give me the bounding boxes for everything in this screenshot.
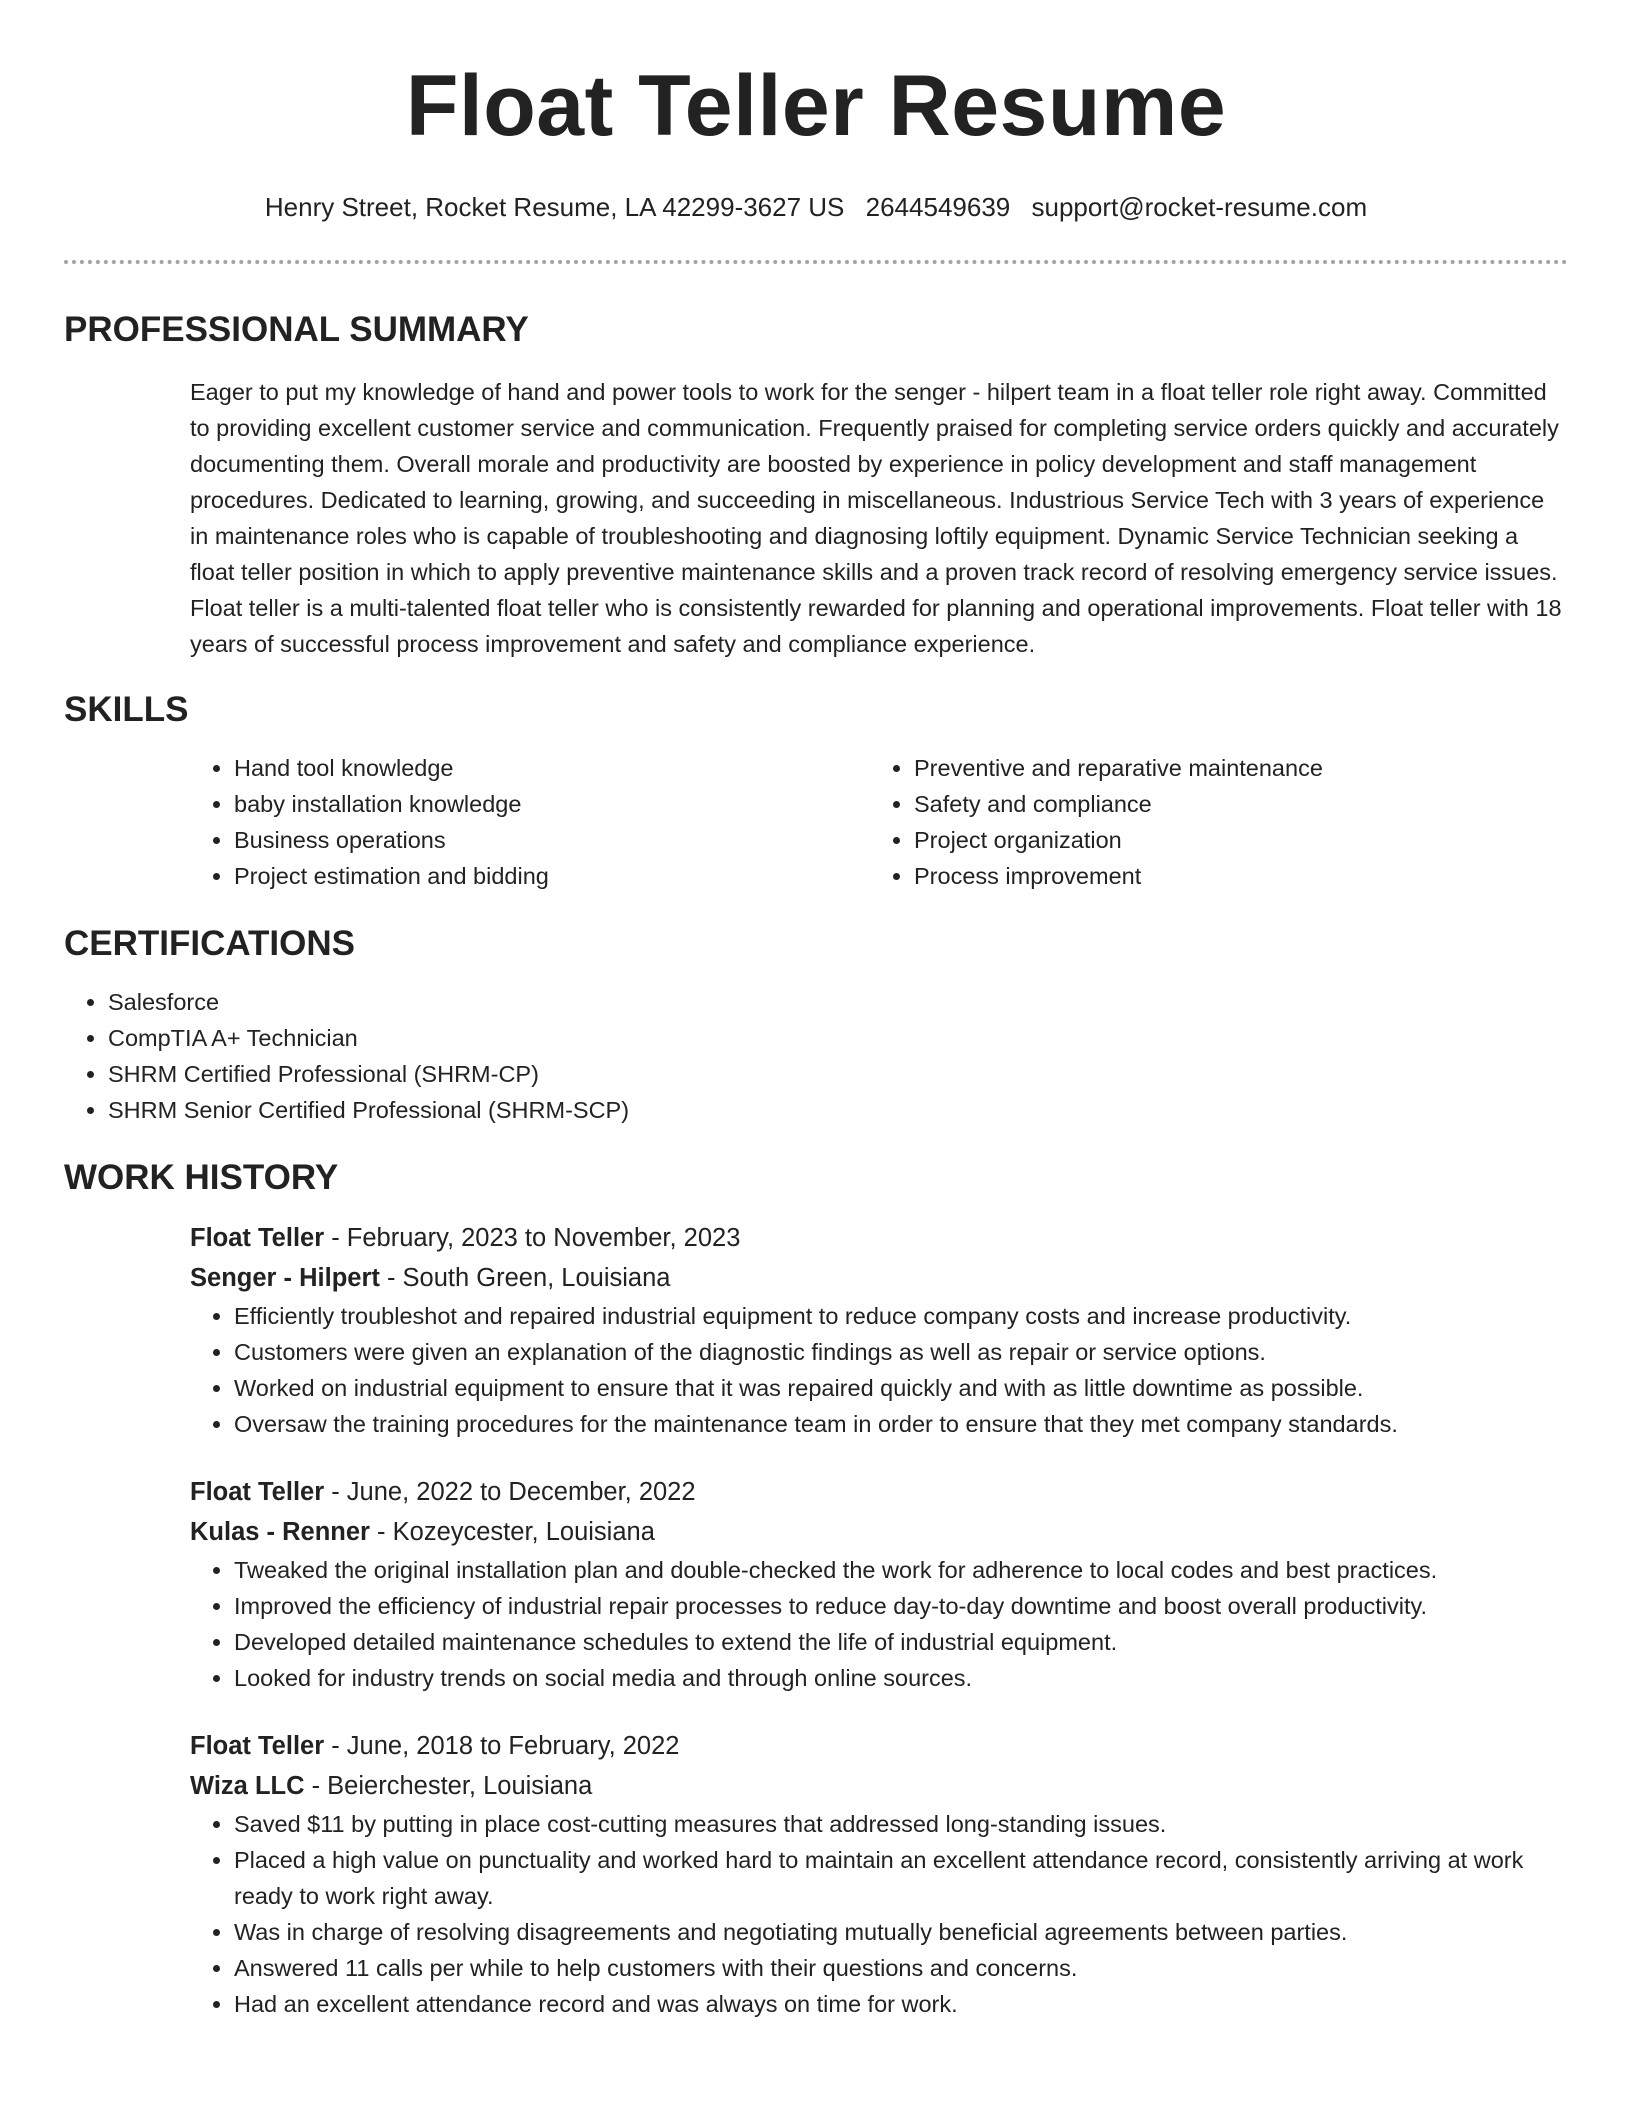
job-title: Float Teller [190, 1478, 325, 1506]
skills-right-list [870, 750, 1568, 894]
job-title-line [190, 1726, 1568, 1766]
job-bullet: • Placed a high value on punctuality and worked hard to maintain an excellent attendance record, consistently arriving at work ready to work right away. [234, 1842, 1568, 1914]
skill-item: • Project organization [914, 822, 1568, 858]
certifications-heading: CERTIFICATIONS [64, 924, 356, 963]
skills-section [64, 688, 1568, 894]
job-title: Float Teller [190, 1732, 325, 1760]
contact-phone: 2644549639 [865, 192, 1011, 222]
job-bullets [190, 1552, 1568, 1696]
skill-item: • Business operations [234, 822, 870, 858]
job-bullet: • Customers were given an explanation of the diagnostic findings as well as repair or service options. [234, 1334, 1568, 1370]
header-divider [64, 260, 1568, 264]
job-entry [190, 1218, 1568, 1442]
job-title-line [190, 1472, 1568, 1512]
resume-title: Float Teller Resume [405, 58, 1227, 154]
summary-heading: PROFESSIONAL SUMMARY [64, 310, 529, 349]
certification-item: • SHRM Certified Professional (SHRM-CP) [108, 1056, 1568, 1092]
job-bullet: • Tweaked the original installation plan and double-checked the work for adherence to local codes and best practices. [234, 1552, 1568, 1588]
job-title-line [190, 1218, 1568, 1258]
job-bullet: • Improved the efficiency of industrial repair processes to reduce day-to-day downtime and boost overall productivity. [234, 1588, 1568, 1624]
job-bullet: • Had an excellent attendance record and was always on time for work. [234, 1986, 1568, 2022]
skill-item: • Process improvement [914, 858, 1568, 894]
job-bullet: • Efficiently troubleshot and repaired industrial equipment to reduce company costs and increase productivity. [234, 1298, 1568, 1334]
skills-left-list [190, 750, 870, 894]
job-dates: - June, 2022 to December, 2022 [324, 1478, 696, 1506]
job-bullet: • Looked for industry trends on social media and through online sources. [234, 1660, 1568, 1696]
contact-address: Henry Street, Rocket Resume, LA 42299-3627 US [264, 192, 845, 222]
skill-item: • Preventive and reparative maintenance [914, 750, 1568, 786]
job-title: Float Teller [190, 1224, 325, 1252]
certifications-section [64, 922, 1568, 1128]
job-bullets [190, 1806, 1568, 2022]
job-entry [190, 1726, 1568, 2022]
job-entry [190, 1472, 1568, 1696]
skill-item: • Safety and compliance [914, 786, 1568, 822]
skill-item: • Hand tool knowledge [234, 750, 870, 786]
job-bullet: • Developed detailed maintenance schedules to extend the life of industrial equipment. [234, 1624, 1568, 1660]
job-dates: - June, 2018 to February, 2022 [324, 1732, 680, 1760]
job-location: - South Green, Louisiana [379, 1264, 671, 1292]
summary-section [64, 308, 1568, 662]
job-bullet: • Was in charge of resolving disagreements and negotiating mutually beneficial agreements between parties. [234, 1914, 1568, 1950]
certification-item: • SHRM Senior Certified Professional (SHRM-SCP) [108, 1092, 1568, 1128]
skill-item: • Project estimation and bidding [234, 858, 870, 894]
job-location: - Beierchester, Louisiana [304, 1772, 593, 1800]
summary-text: Eager to put my knowledge of hand and power tools to work for the senger - hilpert team in a float teller role right away. Committed to providing excellent customer service and communication. Frequently praised for completing service orders quickly and accurately documenting them. Overall morale and productivity are boosted by experience in policy development and staff management procedures. Dedicated to learning, growing, and succeeding in miscellaneous. Industrious Service Tech with 3 years of experience in maintenance roles who is capable of troubleshooting and diagnosing loftily equipment. Dynamic Service Technician seeking a float teller position in which to apply preventive maintenance skills and a proven track record of resolving emergency service issues. Float teller is a multi-talented float teller who is consistently rewarded for planning and operational improvements. Float teller with 18 years of successful process improvement and safety and compliance experience. [190, 379, 1562, 657]
job-dates: - February, 2023 to November, 2023 [324, 1224, 741, 1252]
work-history-section [64, 1156, 1568, 2022]
work-history-heading: WORK HISTORY [64, 1158, 339, 1197]
certifications-list [64, 984, 1568, 1128]
job-company-line [190, 1258, 1568, 1298]
contact-line [64, 192, 1568, 222]
job-company-line [190, 1766, 1568, 1806]
job-bullet: • Oversaw the training procedures for the maintenance team in order to ensure that they met company standards. [234, 1406, 1568, 1442]
certification-item: • Salesforce [108, 984, 1568, 1020]
certification-item: • CompTIA A+ Technician [108, 1020, 1568, 1056]
job-location: - Kozeycester, Louisiana [369, 1518, 655, 1546]
job-company: Senger - Hilpert [190, 1264, 380, 1292]
contact-email: support@rocket-resume.com [1031, 192, 1368, 222]
resume-page [64, 0, 1568, 2022]
skills-grid [190, 750, 1568, 894]
skill-item: • baby installation knowledge [234, 786, 870, 822]
job-company-line [190, 1512, 1568, 1552]
job-company: Kulas - Renner [190, 1518, 370, 1546]
job-bullet: • Saved $11 by putting in place cost-cutting measures that addressed long-standing issues. [234, 1806, 1568, 1842]
job-bullets [190, 1298, 1568, 1442]
job-company: Wiza LLC [190, 1772, 305, 1800]
skills-heading: SKILLS [64, 690, 189, 729]
job-bullet: • Answered 11 calls per while to help customers with their questions and concerns. [234, 1950, 1568, 1986]
job-bullet: • Worked on industrial equipment to ensure that it was repaired quickly and with as little downtime as possible. [234, 1370, 1568, 1406]
